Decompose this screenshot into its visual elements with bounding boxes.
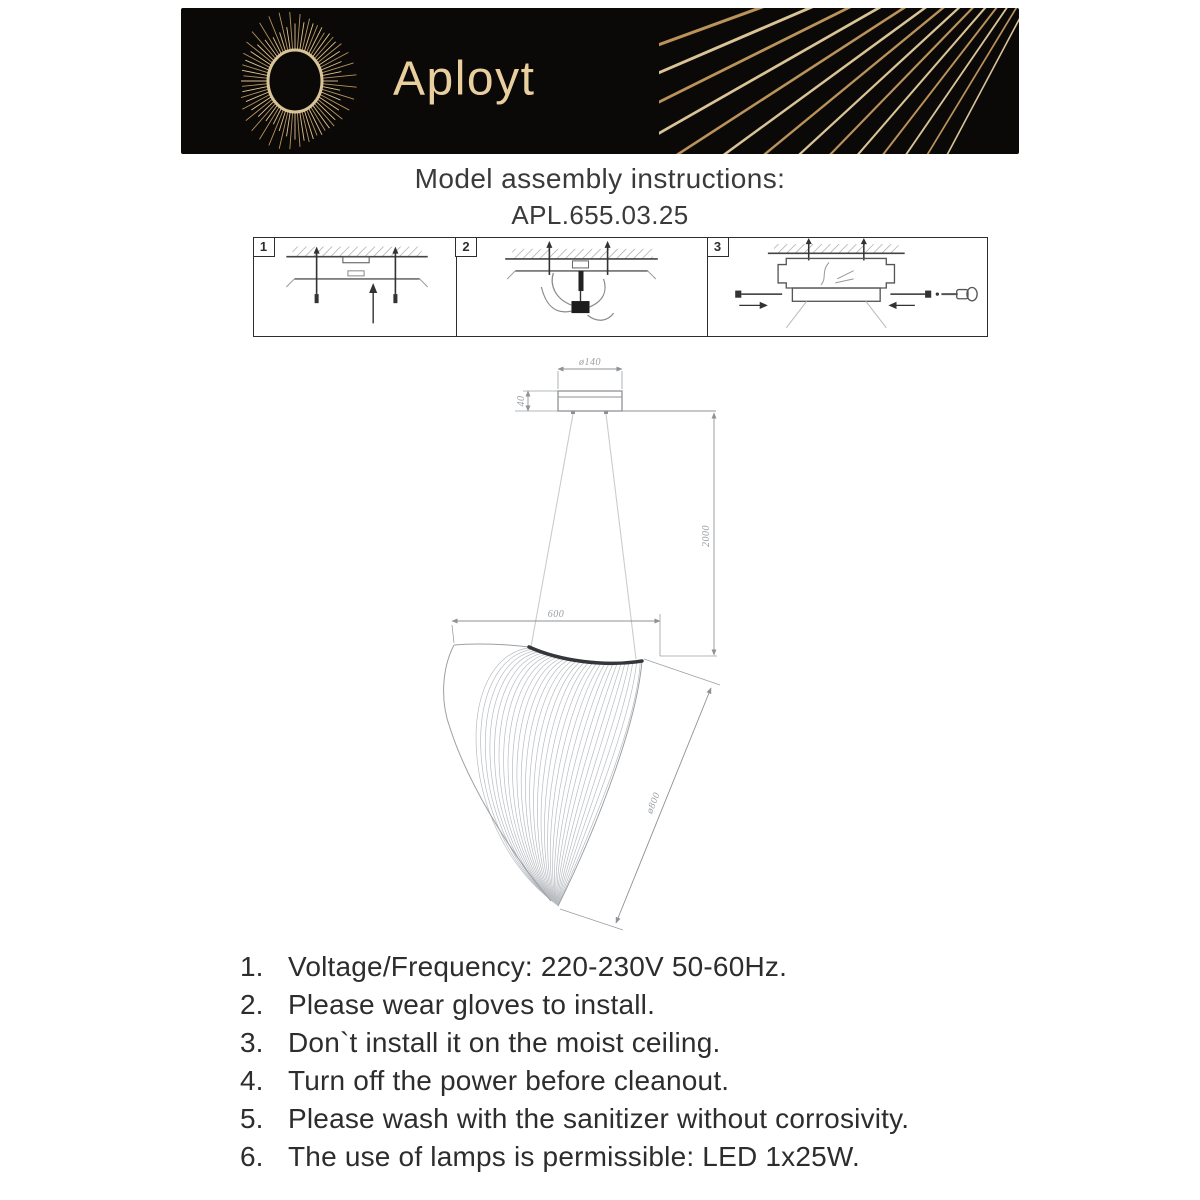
model-number: APL.655.03.25 xyxy=(511,200,689,230)
instruction-item xyxy=(240,1138,1000,1176)
instruction-item xyxy=(240,1024,1000,1062)
brand-name: Aployt xyxy=(393,52,536,106)
technical-drawing xyxy=(430,356,740,973)
step-3-panel xyxy=(707,237,988,337)
step-1-panel xyxy=(253,237,457,337)
instruction-text: Don`t install it on the moist ceiling. xyxy=(288,1027,721,1058)
step-2-diagram xyxy=(457,238,708,336)
instruction-number: 4. xyxy=(240,1065,264,1096)
instruction-item xyxy=(240,948,1000,986)
instruction-number: 2. xyxy=(240,989,264,1020)
instruction-text: The use of lamps is permissible: LED 1x25W. xyxy=(288,1141,860,1172)
title-block xyxy=(0,163,1200,231)
dimension-shade-width: 600 xyxy=(547,609,565,620)
corner-rays-icon xyxy=(659,8,1019,154)
dimension-canopy-diameter: ø140 xyxy=(579,357,601,368)
step-number: 3 xyxy=(707,237,729,257)
instructions-list xyxy=(240,948,1000,1176)
instruction-number: 3. xyxy=(240,1027,264,1058)
page-title: Model assembly instructions: xyxy=(414,163,786,194)
step-number: 2 xyxy=(455,237,477,257)
step-number: 1 xyxy=(253,237,275,257)
step-1-diagram xyxy=(254,238,456,336)
sunburst-logo-icon xyxy=(217,8,377,154)
instruction-number: 6. xyxy=(240,1141,264,1172)
dimension-suspension-length: 2000 xyxy=(701,525,712,547)
instruction-text: Please wash with the sanitizer without corrosivity. xyxy=(288,1103,910,1134)
instruction-text: Turn off the power before cleanout. xyxy=(288,1065,730,1096)
dimension-canopy-height: 40 xyxy=(516,395,527,407)
instruction-number: 5. xyxy=(240,1103,264,1134)
instruction-item xyxy=(240,1100,1000,1138)
dimension-shade-diagonal: ø800 xyxy=(644,790,663,816)
instruction-item xyxy=(240,1062,1000,1100)
instruction-text: Voltage/Frequency: 220-230V 50-60Hz. xyxy=(288,951,788,982)
assembly-steps xyxy=(253,237,988,337)
step-2-panel xyxy=(456,237,709,337)
brand-banner xyxy=(181,8,1019,154)
instruction-text: Please wear gloves to install. xyxy=(288,989,656,1020)
instruction-number: 1. xyxy=(240,951,264,982)
step-3-diagram xyxy=(708,238,987,336)
instruction-item xyxy=(240,986,1000,1024)
